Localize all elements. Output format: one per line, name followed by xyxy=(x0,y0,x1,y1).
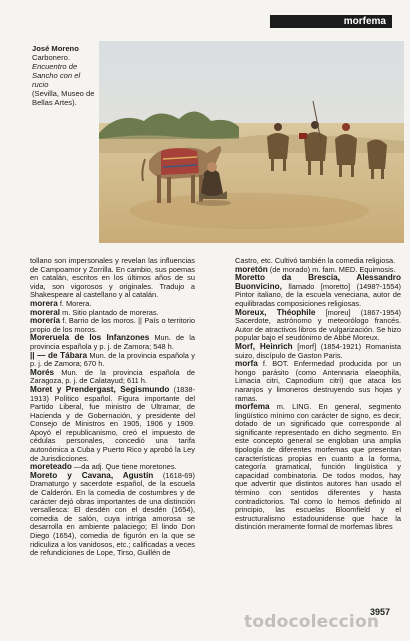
entry-headword: Moreto y Cavana, Agustín xyxy=(30,470,154,480)
entry-body: (de morado) m. fam. MED. Equimosis. xyxy=(267,264,396,274)
entry-headword: Moretto da Brescia, Alessandro Buonvicino, xyxy=(235,273,401,291)
dictionary-entry xyxy=(30,334,195,351)
entry-headword: Moreruela de los Infanzones xyxy=(30,333,150,343)
header-word: morfema xyxy=(270,15,392,28)
entry-body: f. Morera. xyxy=(57,298,92,308)
right-column xyxy=(235,257,401,532)
caption-title: Encuentro de Sancho con el rucio xyxy=(32,62,81,89)
entry-headword: moreteado xyxy=(30,462,72,472)
entry-body: [morf] (1854-1921) Romanista suizo, discípulo de Gaston Paris. xyxy=(235,341,401,360)
entry-headword: Moret y Prendergast, Segismundo xyxy=(30,384,170,394)
page-number: 3957 xyxy=(370,607,391,617)
dictionary-entry xyxy=(235,360,401,403)
entry-headword: || — de Tábara xyxy=(30,350,87,360)
dictionary-entry xyxy=(30,369,195,386)
caption-author-sub: Carbonero. xyxy=(32,53,70,62)
entry-headword: Morés xyxy=(30,367,55,377)
entry-body: m. LING. En general, segmento lingüístico mínimo con carácter de signo, es decir, dotado de un significado que corresponde al significante representado en dicho segmento. En este concepto general se engloban una amplia tipología de diferentes morfemas que presentan características propias en cuanto a la forma, categoría gramatical, función lingüística y capacidad combinatoria. De todos modos, hay que advertir que distintos autores han usado el término con sentidos diferentes y hasta contradictorios. Tal como lo hemos definido al principio, las escuelas Bloomfield y el estructuralismo estadounidense que hace la distinción meramente formal de morfemas libres xyxy=(235,402,401,532)
dictionary-entry xyxy=(235,403,401,532)
entry-body: Mun. de la provincia española y p. j. de Zamora; 670 h. xyxy=(30,350,195,369)
dictionary-entry xyxy=(235,309,401,343)
caption-location: (Sevilla, Museo de Bellas Artes). xyxy=(32,89,95,107)
entry-headword: morfa xyxy=(235,359,258,369)
dictionary-entry xyxy=(30,352,195,369)
dictionary-entry xyxy=(235,274,401,308)
dictionary-entry xyxy=(235,343,401,360)
entry-headword: moreral xyxy=(30,307,61,317)
watermark: todocoleccion xyxy=(244,612,380,632)
entry-text: tollano son impersonales y revelan las influencias de Campoamor y Zorrilla. En cambio, sus poemas en catalán, escritos en los últimos años de su vida, son vigorosos y originales. Tradujo a Shakespeare al castellano y al catalán. xyxy=(30,256,195,300)
entry-body: Mun. de la provincia española de Zaragoza, p. j. de Calatayud; 611 h. xyxy=(30,367,195,386)
entry-body: f. BOT. Enfermedad producida por un hongo parásito (como Antennaria elaeophila, Limacia citri, Capnodium citri) que ataca los naranjos y limoneros destruyendo sus hojas y ramas. xyxy=(235,359,401,403)
dictionary-entry xyxy=(30,472,195,558)
entry-text: Castro, etc. Cultivó también la comedia religiosa. xyxy=(235,256,396,265)
entry-body: m. Sitio plantado de moreras. xyxy=(60,307,159,317)
left-column xyxy=(30,257,195,558)
caption-author: José Moreno xyxy=(32,44,79,53)
dictionary-entry xyxy=(30,386,195,463)
entry-headword: morera xyxy=(30,298,58,308)
entry-headword: morfema xyxy=(235,402,270,412)
entry-body: Mun. de la provincia española y p. j. de Zamora; 548 h. xyxy=(30,333,195,351)
entry-body: llamado [moretto] (1498?-1554) Pintor italiano, de la escuela veneciana, autor de equilibradas composiciones religiosas. xyxy=(235,281,401,308)
entry-headword: moretón xyxy=(235,264,268,274)
entry-body: —da adj. Que tiene moretones. xyxy=(71,462,177,472)
image-caption xyxy=(32,44,96,107)
entry-body: [moreu] (1867-1954) Sacerdote, astrónomo y meteorólogo francés. Autor de atractivos libros de vulgarización. Se hizo popular bajo el seudónimo de Abbé Moreux. xyxy=(235,307,401,343)
entry-headword: morería xyxy=(30,316,61,326)
painting-image xyxy=(99,41,404,243)
dictionary-entry xyxy=(30,317,195,334)
entry-body: (1618-69) Dramaturgo y sacerdote español, de la escuela de Calderón. En la comedia de costumbres y de carácter dejó obras importantes de una distinción versallesca: El desdén con el desdén (1654), comedia de salón, cuya intriga amorosa se desarrolla en ambiente palaciego; El lindo Don Diego (1654), comedia de figurón en la que se ridiculiza a los vanidosos, etc.; calificadas a veces de refundiciones de Lope, Tirso, Guillén de xyxy=(30,470,195,558)
entry-headword: Morf, Heinrich xyxy=(235,341,293,351)
entry-body: f. Barrio de los moros. || País o territorio propio de los moros. xyxy=(30,316,195,334)
entry-body: (1838-1913) Político español. Figura importante del Partido Liberal, fue ministro de Ultramar, de Hacienda y de Gobernación, y presidente del Consejo de Ministros en 1905, 1906 y 1909. Apoyó el republicanismo, creó el impuesto de cédulas personales, concedió una tarifa autonómica a Cuba y Puerto Rico y aprobó la Ley de Jurisdicciones. xyxy=(30,384,195,463)
entry-headword: Moreux, Théophile xyxy=(235,307,316,317)
